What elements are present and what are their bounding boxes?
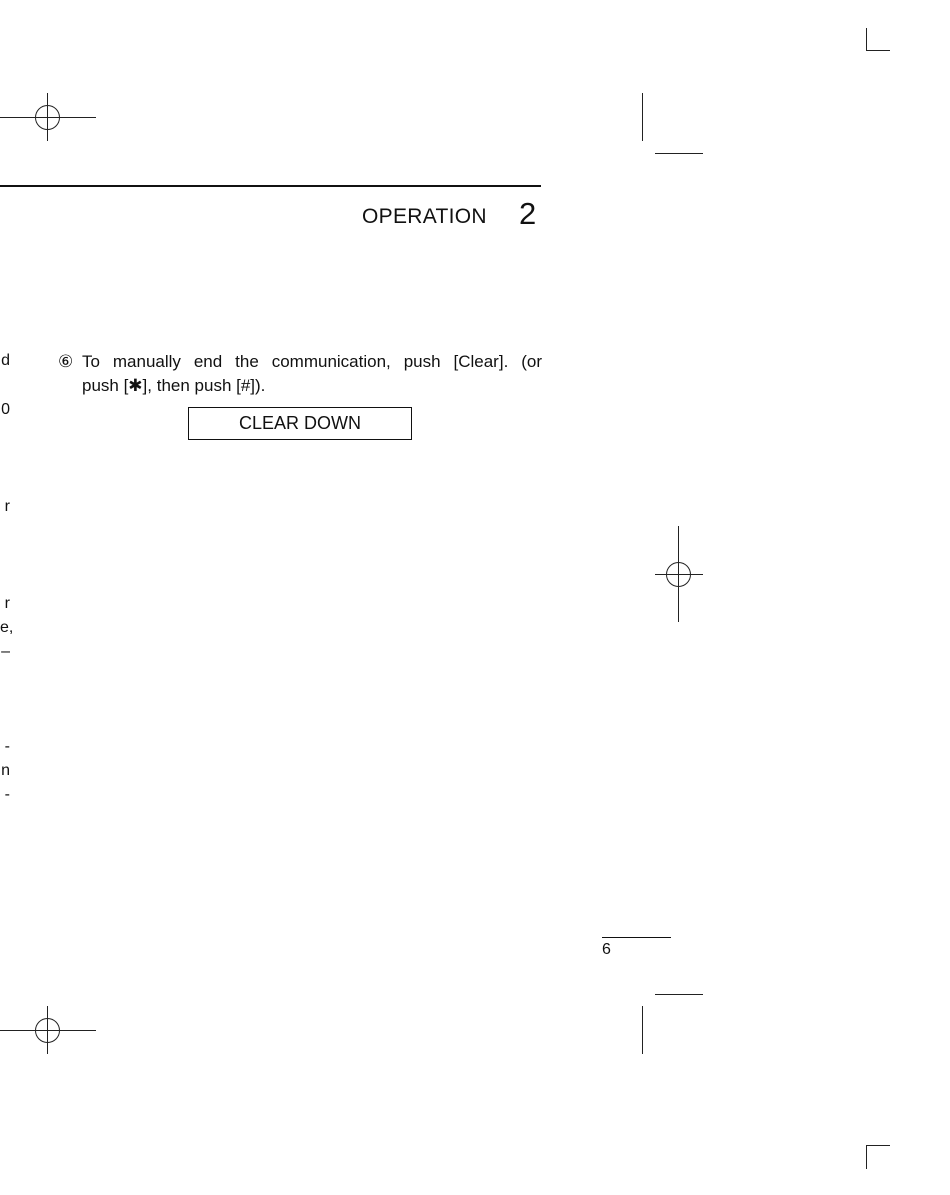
left-column-fragment: e, bbox=[0, 619, 14, 636]
left-column-fragment: r bbox=[4, 498, 10, 515]
section-number: 2 bbox=[519, 196, 537, 231]
left-column-fragment: - bbox=[4, 738, 10, 755]
left-column-fragment: 0 bbox=[1, 401, 10, 418]
left-column-fragment: – bbox=[1, 643, 10, 660]
page-number: 6 bbox=[602, 941, 611, 958]
display-readout-box: CLEAR DOWN bbox=[188, 407, 412, 440]
step-number: ⑥ bbox=[58, 352, 74, 371]
left-column-fragment: n bbox=[1, 762, 10, 779]
page-number-rule bbox=[602, 937, 671, 938]
left-column-fragment: r bbox=[4, 595, 10, 612]
step-text-line-1: To manually end the communication, push [Clear]. (or bbox=[82, 352, 542, 371]
left-column-fragment: d bbox=[1, 352, 10, 369]
header-rule bbox=[0, 185, 541, 187]
section-title: OPERATION bbox=[362, 205, 487, 228]
step-text-line-2: push [✱], then push [#]). bbox=[82, 376, 266, 395]
left-column-fragment: - bbox=[4, 786, 10, 803]
